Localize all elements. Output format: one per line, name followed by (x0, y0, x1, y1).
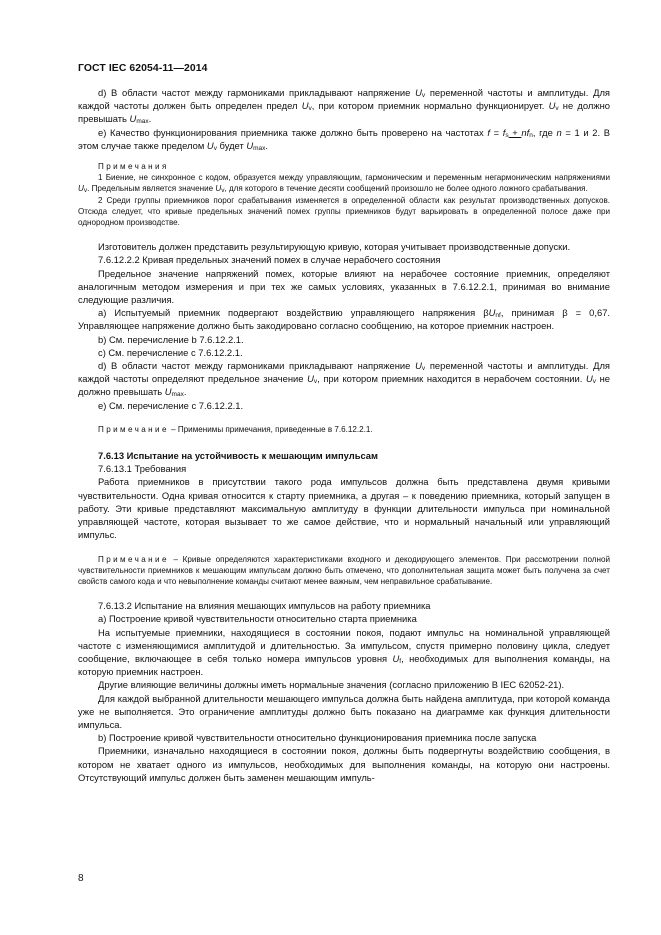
note-2: 2 Среди группы приемников порог срабатывания изменяется в определенной области как результат производственных допусков. Отсюда следует, что кривые предельных значений помех группы приемников будут варьировать в определенной полосе даже при однородном производстве. (78, 195, 610, 228)
paragraph-d-nonoperating: d) В области частот между гармониками прикладывают напряжение $U_v$ переменной частоты и амплитуды. Для каждой частоты определяют предельное значение $U_v$, при котором приемник находится в нерабочем состоянии. $U_v$ не должно превышать $U_{max}$. (78, 360, 610, 399)
document-header: ГОСТ IEC 62054-11—2014 (78, 63, 208, 74)
section-heading-7-6-13: 7.6.13 Испытание на устойчивость к мешающим импульсам (98, 450, 378, 462)
paragraph-sensitivity-curves: Работа приемников в присутствии такого рода импульсов должна быть представлена двумя кривыми чувствительности. Одна кривая относится к старту приемника, а другая – к поведению приемника, который запущен в работу. Эти кривые представляют максимальную амплитуду в функции длительности импульса при номинальной управляющей частоте, которая вызывает то же самое действие, что и нормальный начальный или управляющий импульс. (78, 476, 610, 541)
paragraph-manufacturer-curve: Изготовитель должен представить результирующую кривую, которая учитывает производственные допуски. (98, 241, 571, 253)
note-applicable: Примечание – Применимы примечания, приведенные в 7.6.12.2.1. (98, 424, 373, 434)
paragraph-a-start-curve: a) Построение кривой чувствительности относительно старта приемника (98, 613, 417, 625)
paragraph-d-harmonics: d) В области частот между гармониками прикладывают напряжение $U_v$ переменной частоты и амплитуды. Для каждой частоты должен быть определен предел $U_v$, при котором приемник нормально функционирует. $U_v$ не должно превышать $U_{max}$. (78, 87, 610, 126)
section-heading-7-6-13-2: 7.6.13.2 Испытание на влияния мешающих импульсов на работу приемника (98, 600, 431, 612)
paragraph-c-reference: c) См. перечисление c 7.6.12.2.1. (98, 346, 243, 358)
paragraph-influence-quantities: Другие влияющие величины должны иметь нормальные значения (согласно приложению В IEC 62052-21). (98, 679, 565, 691)
note-curves: Примечание – Кривые определяются характеристиками входного и декодирующего элементов. При рассмотрении полной чувствительности приемников к мешающим импульсам должно быть отмечено, что дополнительная защита может быть получена за счет свойств самого кода и что невыполнение команды считают менее важным, чем неправильное срабатывание. (78, 554, 610, 586)
paragraph-missing-pulse: Приемники, изначально находящиеся в состоянии покоя, должны быть подвергнуты воздействию сообщения, в котором не хватает одного из импульсов, необходимых для выполнения команды, на которую они настроены. Отсутствующий импульс должен быть заменен мешающим импуль- (78, 745, 610, 783)
page-number: 8 (78, 873, 84, 884)
paragraph-interference-limit: Предельное значение напряжений помех, которые влияют на нерабочее состояние приемник, определяют аналогичным методом измерения и при тех же самых условиях, указанных в 7.6.12.2.1, принимая во внимание следующие различия. (78, 267, 610, 306)
section-heading-7-6-12-2-2: 7.6.12.2.2 Кривая предельных значений помех в случае нерабочего состояния (98, 254, 441, 266)
note-1: 1 Биение, не синхронное с кодом, образуется между управляющим, гармоническим и переменным негармоническим напряжениями $U_v$. Предельным является значение $U_v$, для которого в течение десяти сообщений произошло не более одного ложного срабатывания. (78, 173, 610, 195)
paragraph-e-frequencies: e) Качество функционирования приемника также должно быть проверено на частотах $f = f_s + nf_n$, где n = 1 и 2. В этом случае также пределом $U_v$ будет $U_{max}$. (78, 126, 611, 152)
notes-heading: Примечания (98, 162, 169, 172)
paragraph-b-reference: b) См. перечисление b 7.6.12.2.1. (98, 333, 244, 345)
document-body (78, 86, 610, 784)
paragraph-e-reference: e) См. перечисление c 7.6.12.2.1. (98, 399, 244, 411)
paragraph-amplitude-limit: Для каждой выбранной длительности мешающего импульса должна быть найдена амплитуда, при которой команда уже не выполняется. Это ограничение амплитуды должно быть показано на диаграмме как функция длительности импульса. (78, 692, 610, 730)
section-heading-7-6-13-1: 7.6.13.1 Требования (98, 463, 187, 475)
paragraph-a-control-voltage: a) Испытуемый приемник подвергают воздействию управляющего напряжения $\beta U_{nf}$, принимая β = 0,67. Управляющее напряжение должно быть закодировано согласно сообщению, на которое приемник настроен. (78, 307, 611, 332)
paragraph-b-operation-curve: b) Построение кривой чувствительности относительно функционирования приемника после запуска (98, 732, 537, 744)
paragraph-pulse-procedure: На испытуемые приемники, находящиеся в состоянии покоя, подают импульс на номинальной управляющей частоте с изменяющимися амплитудой и длительностью. За импульсом, спустя примерно половину цикла, следует сообщение, включающее в себя только номера импульсов уровня $U_f$, необходимых для выполнения команды, на которую приемник настроен. (78, 626, 610, 678)
